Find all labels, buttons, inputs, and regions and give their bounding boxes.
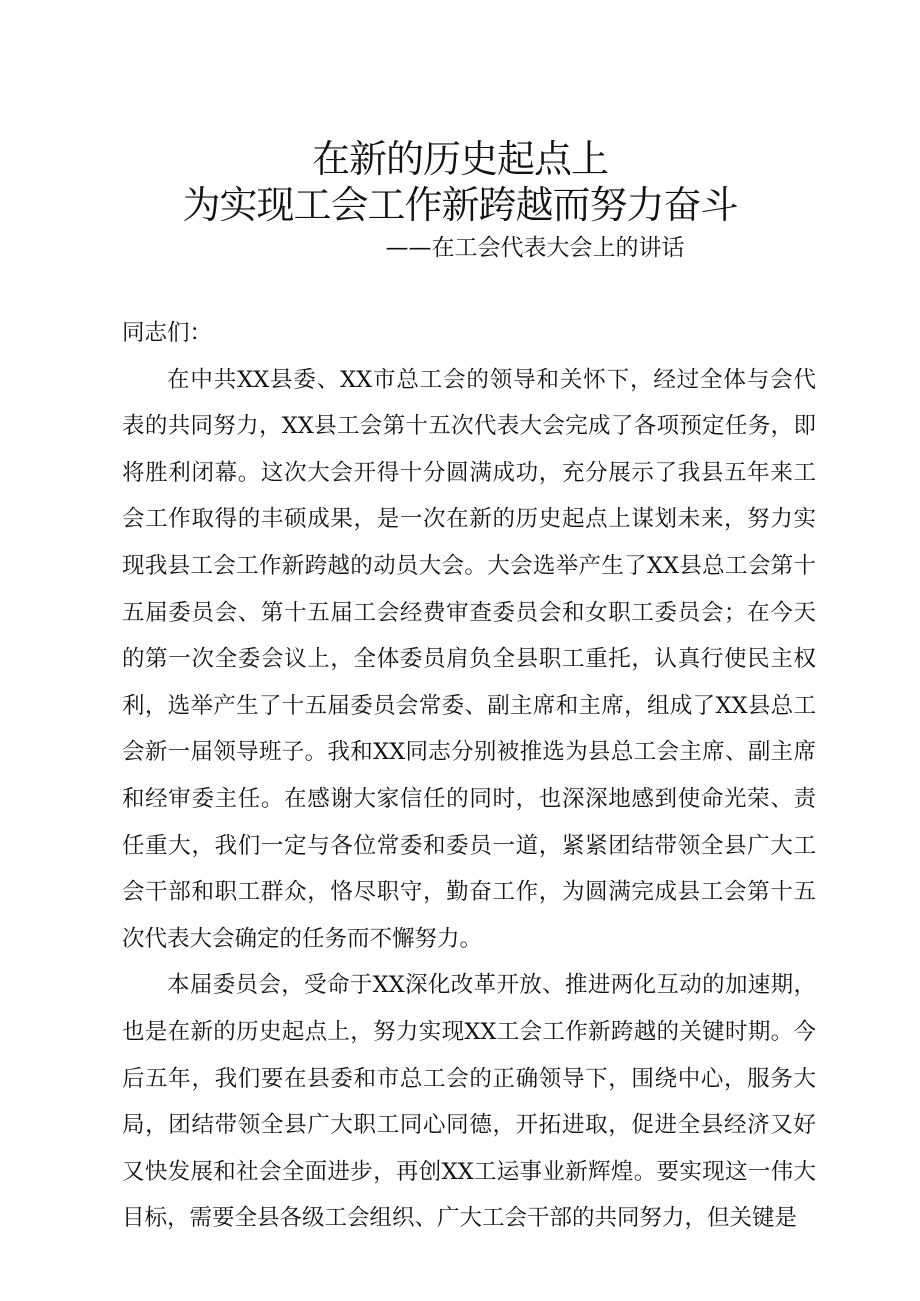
paragraph-2: 本届委员会，受命于XX深化改革开放、推进两化互动的加速期，也是在新的历史起点上，努力实现XX工会工作新跨越的关键时期。今后五年，我们要在县委和市总工会的正确领导下，围绕中心，服务大局，团结带领全县广大职工同心同德，开拓进取，促进全县经济又好又快发展和社会全面进步，再创XX工运事业新辉煌。要实现这一伟大目标，需要全县各级工会组织、广大工会干部的共同努力，但关键是 xyxy=(122,972,816,1232)
title-line-2: 为实现工会工作新跨越而努力奋斗 xyxy=(182,183,738,227)
subtitle: ——在工会代表大会上的讲话 xyxy=(385,235,685,261)
title-block xyxy=(0,136,920,264)
speech-body xyxy=(122,310,816,1242)
title-line-1: 在新的历史起点上 xyxy=(311,137,608,181)
salutation: 同志们： xyxy=(122,320,213,346)
paragraph-1: 在中共XX县委、XX市总工会的领导和关怀下，经过全体与会代表的共同努力，XX县工会第十五次代表大会完成了各项预定任务，即将胜利闭幕。这次大会开得十分圆满成功，充分展示了我县五年来工会工作取得的丰硕成果，是一次在新的历史起点上谋划未来，努力实现我县工会工作新跨越的动员大会。大会选举产生了XX县总工会第十五届委员会、第十五届工会经费审查委员会和女职工委员会；在今天的第一次全委会议上，全体委员肩负全县职工重托，认真行使民主权利，选举产生了十五届委员会常委、副主席和主席，组成了XX县总工会新一届领导班子。我和XX同志分别被推选为县总工会主席、副主席和经审委主任。在感谢大家信任的同时，也深深地感到使命光荣、责任重大，我们一定与各位常委和委员一道，紧紧团结带领全县广大工会干部和职工群众，恪尽职守，勤奋工作，为圆满完成县工会第十五次代表大会确定的任务而不懈努力。 xyxy=(122,366,816,952)
